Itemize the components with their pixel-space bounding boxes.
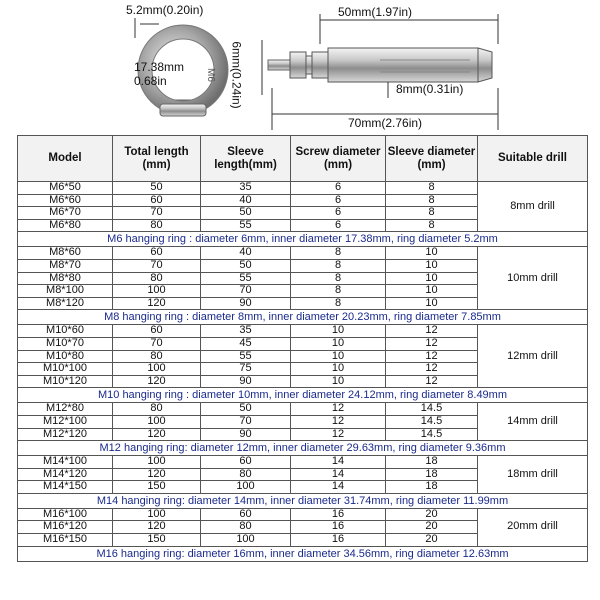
table-cell: 70 bbox=[201, 285, 291, 298]
spec-table bbox=[17, 135, 588, 562]
table-cell: 80 bbox=[201, 521, 291, 534]
header-cell: Sleeve length(mm) bbox=[201, 136, 291, 182]
table-cell: M12*120 bbox=[18, 428, 113, 441]
table-cell: 50 bbox=[201, 403, 291, 416]
table-cell: 50 bbox=[113, 182, 201, 195]
header-cell: Model bbox=[18, 136, 113, 182]
table-cell: 12 bbox=[386, 337, 478, 350]
table-cell: 12 bbox=[291, 403, 386, 416]
spec-table-body bbox=[18, 182, 588, 562]
table-cell: 100 bbox=[201, 481, 291, 494]
table-cell: 55 bbox=[201, 350, 291, 363]
hanging-ring-note: M16 hanging ring: diameter 16mm, inner diameter 34.56mm, ring diameter 12.63mm bbox=[18, 546, 588, 561]
table-cell: M16*100 bbox=[18, 508, 113, 521]
hanging-ring-note-row bbox=[18, 493, 588, 508]
ring-stamp: M6 bbox=[205, 68, 216, 82]
table-cell: 55 bbox=[201, 272, 291, 285]
ring-inner-in-label: 0.68in bbox=[134, 74, 167, 88]
table-cell: 120 bbox=[113, 521, 201, 534]
table-cell: 80 bbox=[113, 272, 201, 285]
table-cell: 12 bbox=[291, 415, 386, 428]
table-cell: 8 bbox=[291, 247, 386, 260]
hanging-ring-note-row bbox=[18, 441, 588, 456]
table-cell: 12 bbox=[386, 363, 478, 376]
table-cell: 16 bbox=[291, 508, 386, 521]
table-cell: 45 bbox=[201, 337, 291, 350]
drill-size-cell: 8mm drill bbox=[478, 182, 588, 232]
table-cell: M8*80 bbox=[18, 272, 113, 285]
hanging-ring-note: M10 hanging ring : diameter 10mm, inner diameter 24.12mm, ring diameter 8.49mm bbox=[18, 388, 588, 403]
table-cell: 90 bbox=[201, 428, 291, 441]
bolt-diameter-label: 6mm(0.24in) bbox=[229, 41, 244, 109]
table-cell: M8*60 bbox=[18, 247, 113, 260]
table-cell: M6*50 bbox=[18, 182, 113, 195]
ring-inner-label: 17.38mm bbox=[134, 60, 185, 74]
table-cell: 100 bbox=[113, 415, 201, 428]
table-cell: M16*120 bbox=[18, 521, 113, 534]
table-cell: 10 bbox=[291, 325, 386, 338]
table-cell: 20 bbox=[386, 508, 478, 521]
table-cell: 6 bbox=[291, 194, 386, 207]
table-cell: 80 bbox=[201, 468, 291, 481]
table-cell: 80 bbox=[113, 219, 201, 232]
table-cell: 8 bbox=[386, 182, 478, 195]
table-cell: M12*80 bbox=[18, 403, 113, 416]
drill-size-cell: 12mm drill bbox=[478, 325, 588, 388]
hanging-ring-note: M6 hanging ring : diameter 6mm, inner diameter 17.38mm, ring diameter 5.2mm bbox=[18, 232, 588, 247]
table-cell: 14.5 bbox=[386, 428, 478, 441]
table-cell: M10*80 bbox=[18, 350, 113, 363]
table-cell: 70 bbox=[113, 337, 201, 350]
hanging-ring-note: M8 hanging ring : diameter 8mm, inner diameter 20.23mm, ring diameter 7.85mm bbox=[18, 310, 588, 325]
drill-size-cell: 14mm drill bbox=[478, 403, 588, 441]
table-cell: 10 bbox=[386, 247, 478, 260]
table-cell: 6 bbox=[291, 219, 386, 232]
table-cell: 55 bbox=[201, 219, 291, 232]
table-cell: M16*150 bbox=[18, 534, 113, 547]
table-cell: 10 bbox=[291, 337, 386, 350]
drill-size-cell: 10mm drill bbox=[478, 247, 588, 310]
table-row bbox=[18, 325, 588, 338]
table-cell: M10*100 bbox=[18, 363, 113, 376]
table-cell: 75 bbox=[201, 363, 291, 376]
table-cell: 80 bbox=[113, 403, 201, 416]
header-row bbox=[18, 136, 588, 182]
table-cell: 60 bbox=[201, 508, 291, 521]
table-cell: 100 bbox=[113, 508, 201, 521]
table-cell: 8 bbox=[291, 259, 386, 272]
table-row bbox=[18, 247, 588, 260]
table-cell: 18 bbox=[386, 468, 478, 481]
table-cell: M8*120 bbox=[18, 297, 113, 310]
table-cell: M10*120 bbox=[18, 375, 113, 388]
table-cell: 120 bbox=[113, 375, 201, 388]
table-cell: 12 bbox=[386, 375, 478, 388]
table-cell: 10 bbox=[386, 272, 478, 285]
drill-size-cell: 20mm drill bbox=[478, 508, 588, 546]
table-cell: 60 bbox=[201, 456, 291, 469]
table-cell: 8 bbox=[386, 194, 478, 207]
table-cell: 14.5 bbox=[386, 403, 478, 416]
sleeve-diameter-label: 8mm(0.31in) bbox=[396, 82, 464, 96]
hanging-ring-note: M14 hanging ring: diameter 14mm, inner diameter 31.74mm, ring diameter 11.99mm bbox=[18, 493, 588, 508]
table-cell: 80 bbox=[113, 350, 201, 363]
table-cell: 35 bbox=[201, 182, 291, 195]
table-cell: 60 bbox=[113, 247, 201, 260]
table-cell: 6 bbox=[291, 207, 386, 220]
total-length-label: 70mm(2.76in) bbox=[348, 116, 423, 130]
hanging-ring-note-row bbox=[18, 388, 588, 403]
table-cell: M10*70 bbox=[18, 337, 113, 350]
table-cell: M14*150 bbox=[18, 481, 113, 494]
table-cell: 100 bbox=[113, 285, 201, 298]
table-cell: 100 bbox=[201, 534, 291, 547]
table-cell: 8 bbox=[291, 297, 386, 310]
hanging-ring-note: M12 hanging ring: diameter 12mm, inner diameter 29.63mm, ring diameter 9.36mm bbox=[18, 441, 588, 456]
table-cell: 14.5 bbox=[386, 415, 478, 428]
table-cell: 18 bbox=[386, 481, 478, 494]
table-cell: 90 bbox=[201, 375, 291, 388]
table-cell: 150 bbox=[113, 534, 201, 547]
table-cell: M14*100 bbox=[18, 456, 113, 469]
table-cell: M6*70 bbox=[18, 207, 113, 220]
table-cell: 12 bbox=[291, 428, 386, 441]
table-cell: 16 bbox=[291, 521, 386, 534]
table-cell: 12 bbox=[386, 350, 478, 363]
table-row bbox=[18, 403, 588, 416]
ring-thickness-label: 5.2mm(0.20in) bbox=[126, 3, 204, 17]
table-cell: 60 bbox=[113, 194, 201, 207]
table-cell: M6*80 bbox=[18, 219, 113, 232]
header-cell: Screw diameter (mm) bbox=[291, 136, 386, 182]
hanging-ring-note-row bbox=[18, 232, 588, 247]
expansion-bolt-image bbox=[268, 48, 492, 82]
table-cell: 10 bbox=[386, 285, 478, 298]
header-cell: Total length (mm) bbox=[113, 136, 201, 182]
table-cell: 100 bbox=[113, 363, 201, 376]
header-cell: Sleeve diameter (mm) bbox=[386, 136, 478, 182]
table-cell: 120 bbox=[113, 428, 201, 441]
table-row bbox=[18, 182, 588, 195]
table-cell: 10 bbox=[386, 259, 478, 272]
table-cell: 50 bbox=[201, 207, 291, 220]
table-cell: 70 bbox=[113, 259, 201, 272]
table-cell: 14 bbox=[291, 481, 386, 494]
table-cell: M8*100 bbox=[18, 285, 113, 298]
table-cell: 6 bbox=[291, 182, 386, 195]
sleeve-length-label: 50mm(1.97in) bbox=[338, 5, 413, 19]
table-cell: 120 bbox=[113, 297, 201, 310]
table-cell: 90 bbox=[201, 297, 291, 310]
table-cell: 10 bbox=[386, 297, 478, 310]
table-cell: 10 bbox=[291, 375, 386, 388]
table-cell: 8 bbox=[291, 272, 386, 285]
table-cell: M14*120 bbox=[18, 468, 113, 481]
table-cell: M8*70 bbox=[18, 259, 113, 272]
hanging-ring-note-row bbox=[18, 310, 588, 325]
table-cell: 120 bbox=[113, 468, 201, 481]
table-cell: 100 bbox=[113, 456, 201, 469]
table-cell: 10 bbox=[291, 350, 386, 363]
table-row bbox=[18, 456, 588, 469]
table-cell: 40 bbox=[201, 194, 291, 207]
drill-size-cell: 18mm drill bbox=[478, 456, 588, 494]
table-cell: 8 bbox=[386, 207, 478, 220]
table-cell: 70 bbox=[201, 415, 291, 428]
table-cell: 50 bbox=[201, 259, 291, 272]
product-illustration bbox=[0, 0, 600, 135]
table-cell: 150 bbox=[113, 481, 201, 494]
table-cell: 14 bbox=[291, 468, 386, 481]
table-cell: 20 bbox=[386, 521, 478, 534]
table-cell: 40 bbox=[201, 247, 291, 260]
table-cell: 60 bbox=[113, 325, 201, 338]
table-cell: 20 bbox=[386, 534, 478, 547]
table-cell: 70 bbox=[113, 207, 201, 220]
table-cell: M6*60 bbox=[18, 194, 113, 207]
table-cell: M10*60 bbox=[18, 325, 113, 338]
header-cell: Suitable drill bbox=[478, 136, 588, 182]
hanging-ring-note-row bbox=[18, 546, 588, 561]
table-cell: 8 bbox=[386, 219, 478, 232]
table-cell: 14 bbox=[291, 456, 386, 469]
table-cell: 8 bbox=[291, 285, 386, 298]
table-cell: 12 bbox=[386, 325, 478, 338]
table-cell: M12*100 bbox=[18, 415, 113, 428]
table-cell: 35 bbox=[201, 325, 291, 338]
table-cell: 16 bbox=[291, 534, 386, 547]
table-cell: 18 bbox=[386, 456, 478, 469]
table-cell: 10 bbox=[291, 363, 386, 376]
table-row bbox=[18, 508, 588, 521]
